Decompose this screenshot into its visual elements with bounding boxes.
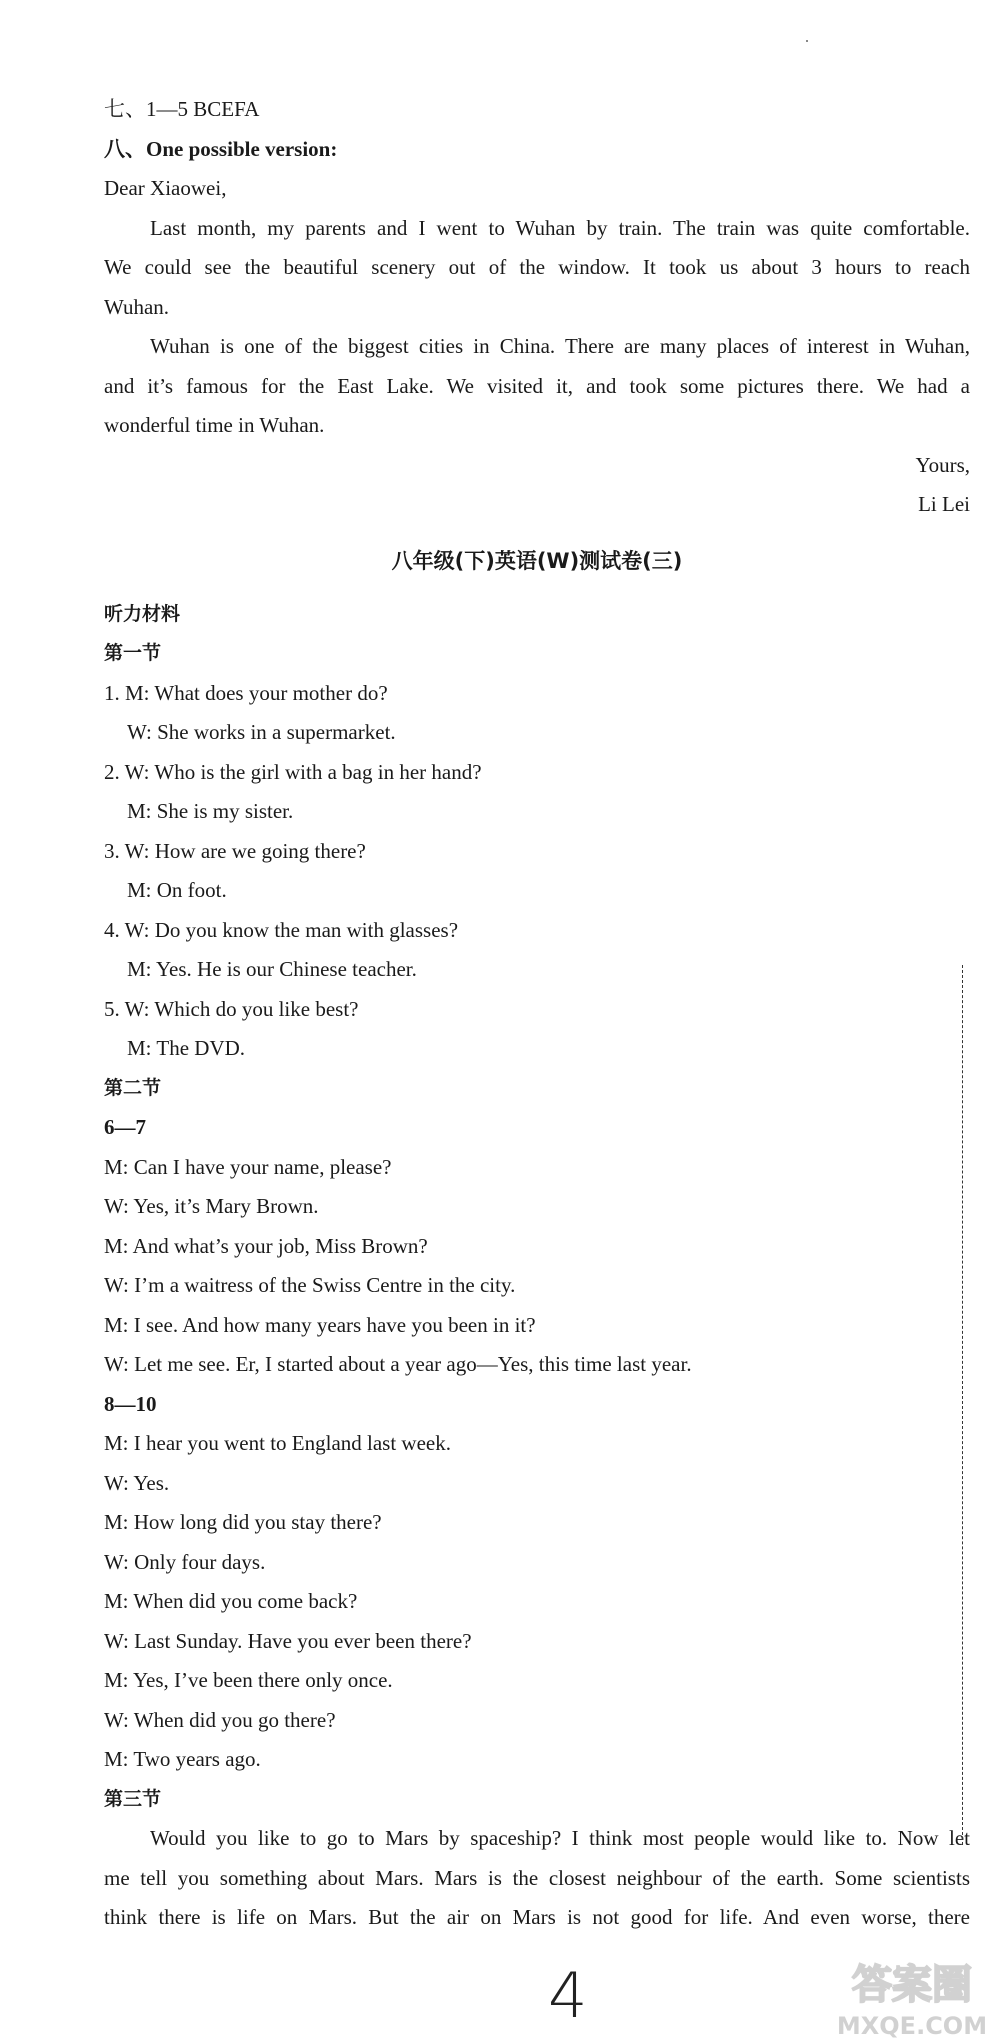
letter-paragraph-1-line-2: We could see the beautiful scenery out of the window. It took us about 3 hours to reach xyxy=(104,255,970,279)
dialogue-line: M: How long did you stay there? xyxy=(104,1510,382,1534)
dialogue-line: M: On foot. xyxy=(127,878,227,902)
dialogue-line: M: The DVD. xyxy=(127,1036,246,1060)
section-1-heading: 第一节 xyxy=(104,642,162,664)
dialogue-line: M: And what’s your job, Miss Brown? xyxy=(104,1233,428,1258)
answer-q7: 七、1—5 BCEFA xyxy=(104,97,260,121)
dialogue-line: 2. W: Who is the girl with a bag in her hand? xyxy=(104,759,482,784)
letter-signature: Li Lei xyxy=(918,492,970,516)
letter-paragraph-2-line-1: Wuhan is one of the biggest cities in China. There are many places of interest in Wuhan, xyxy=(150,334,970,358)
page-number: 4 xyxy=(548,1959,588,2032)
dialogue-line: M: Two years ago. xyxy=(104,1747,261,1771)
dialogue-line: W: Yes. xyxy=(104,1470,170,1495)
letter-greeting: Dear Xiaowei, xyxy=(104,176,227,200)
dialogue-line: 5. W: Which do you like best? xyxy=(104,996,359,1021)
dialogue-line: W: Last Sunday. Have you ever been there? xyxy=(104,1628,472,1653)
letter-paragraph-1-line-1: Last month, my parents and I went to Wuhan by train. The train was quite comfortable. xyxy=(150,215,970,240)
section-1-dialogues xyxy=(104,674,970,1069)
dialogue-line: M: I hear you went to England last week. xyxy=(104,1431,451,1455)
section-3-line-2: me tell you something about Mars. Mars is the closest neighbour of the earth. Some scientists xyxy=(104,1865,970,1890)
dialogue-line: W: Only four days. xyxy=(104,1549,266,1574)
dialogue-line: W: Let me see. Er, I started about a year ago—Yes, this time last year. xyxy=(104,1352,692,1376)
letter-paragraph-1-line-3: Wuhan. xyxy=(104,294,170,319)
listening-heading: 听力材料 xyxy=(104,602,181,625)
dialogue-line: M: Can I have your name, please? xyxy=(104,1154,392,1179)
section-2-heading: 第二节 xyxy=(104,1076,162,1099)
dialogue-line: M: When did you come back? xyxy=(104,1589,358,1613)
test-title: 八年级(下)英语(W)测试卷(三) xyxy=(391,548,683,573)
watermark-text-en: MXQE.COM xyxy=(836,2012,988,2040)
dialogue-line: M: Yes, I’ve been there only once. xyxy=(104,1668,393,1692)
section-3-line-3: think there is life on Mars. But the air on Mars is not good for life. And even worse, there xyxy=(104,1905,970,1929)
dialogue-group-8-10 xyxy=(104,1424,970,1780)
dialogue-group-8-10-label: 8—10 xyxy=(104,1391,157,1416)
dialogue-line: M: She is my sister. xyxy=(127,799,294,823)
dialogue-line: W: When did you go there? xyxy=(104,1707,336,1732)
watermark-text-cn: 答案圈 xyxy=(852,1962,972,2008)
letter-closing: Yours, xyxy=(915,452,970,477)
dialogue-line: W: I’m a waitress of the Swiss Centre in the city. xyxy=(104,1273,516,1297)
watermark-logo xyxy=(828,1950,996,2042)
dialogue-line: M: Yes. He is our Chinese teacher. xyxy=(127,957,417,981)
scan-speck xyxy=(806,40,808,42)
dialogue-line: W: She works in a supermarket. xyxy=(127,720,396,744)
dialogue-group-6-7 xyxy=(104,1148,970,1385)
dialogue-line: 4. W: Do you know the man with glasses? xyxy=(104,917,459,942)
section-3-line-1: Would you like to go to Mars by spaceship? I think most people would like to. Now let xyxy=(150,1826,970,1850)
section-3-heading: 第三节 xyxy=(104,1787,162,1810)
binding-cut-line xyxy=(962,965,964,1845)
dialogue-line: W: Yes, it’s Mary Brown. xyxy=(104,1194,319,1218)
letter-paragraph-2-line-2: and it’s famous for the East Lake. We visited it, and took some pictures there. We had a xyxy=(104,373,970,398)
document-page xyxy=(104,90,970,1938)
letter-paragraph-2-line-3: wonderful time in Wuhan. xyxy=(104,413,325,437)
dialogue-group-6-7-label: 6—7 xyxy=(104,1115,146,1139)
dialogue-line: 3. W: How are we going there? xyxy=(104,838,366,863)
answer-q8-heading: 八、One possible version: xyxy=(104,136,338,161)
dialogue-line: M: I see. And how many years have you been in it? xyxy=(104,1312,536,1337)
dialogue-line: 1. M: What does your mother do? xyxy=(104,680,388,705)
